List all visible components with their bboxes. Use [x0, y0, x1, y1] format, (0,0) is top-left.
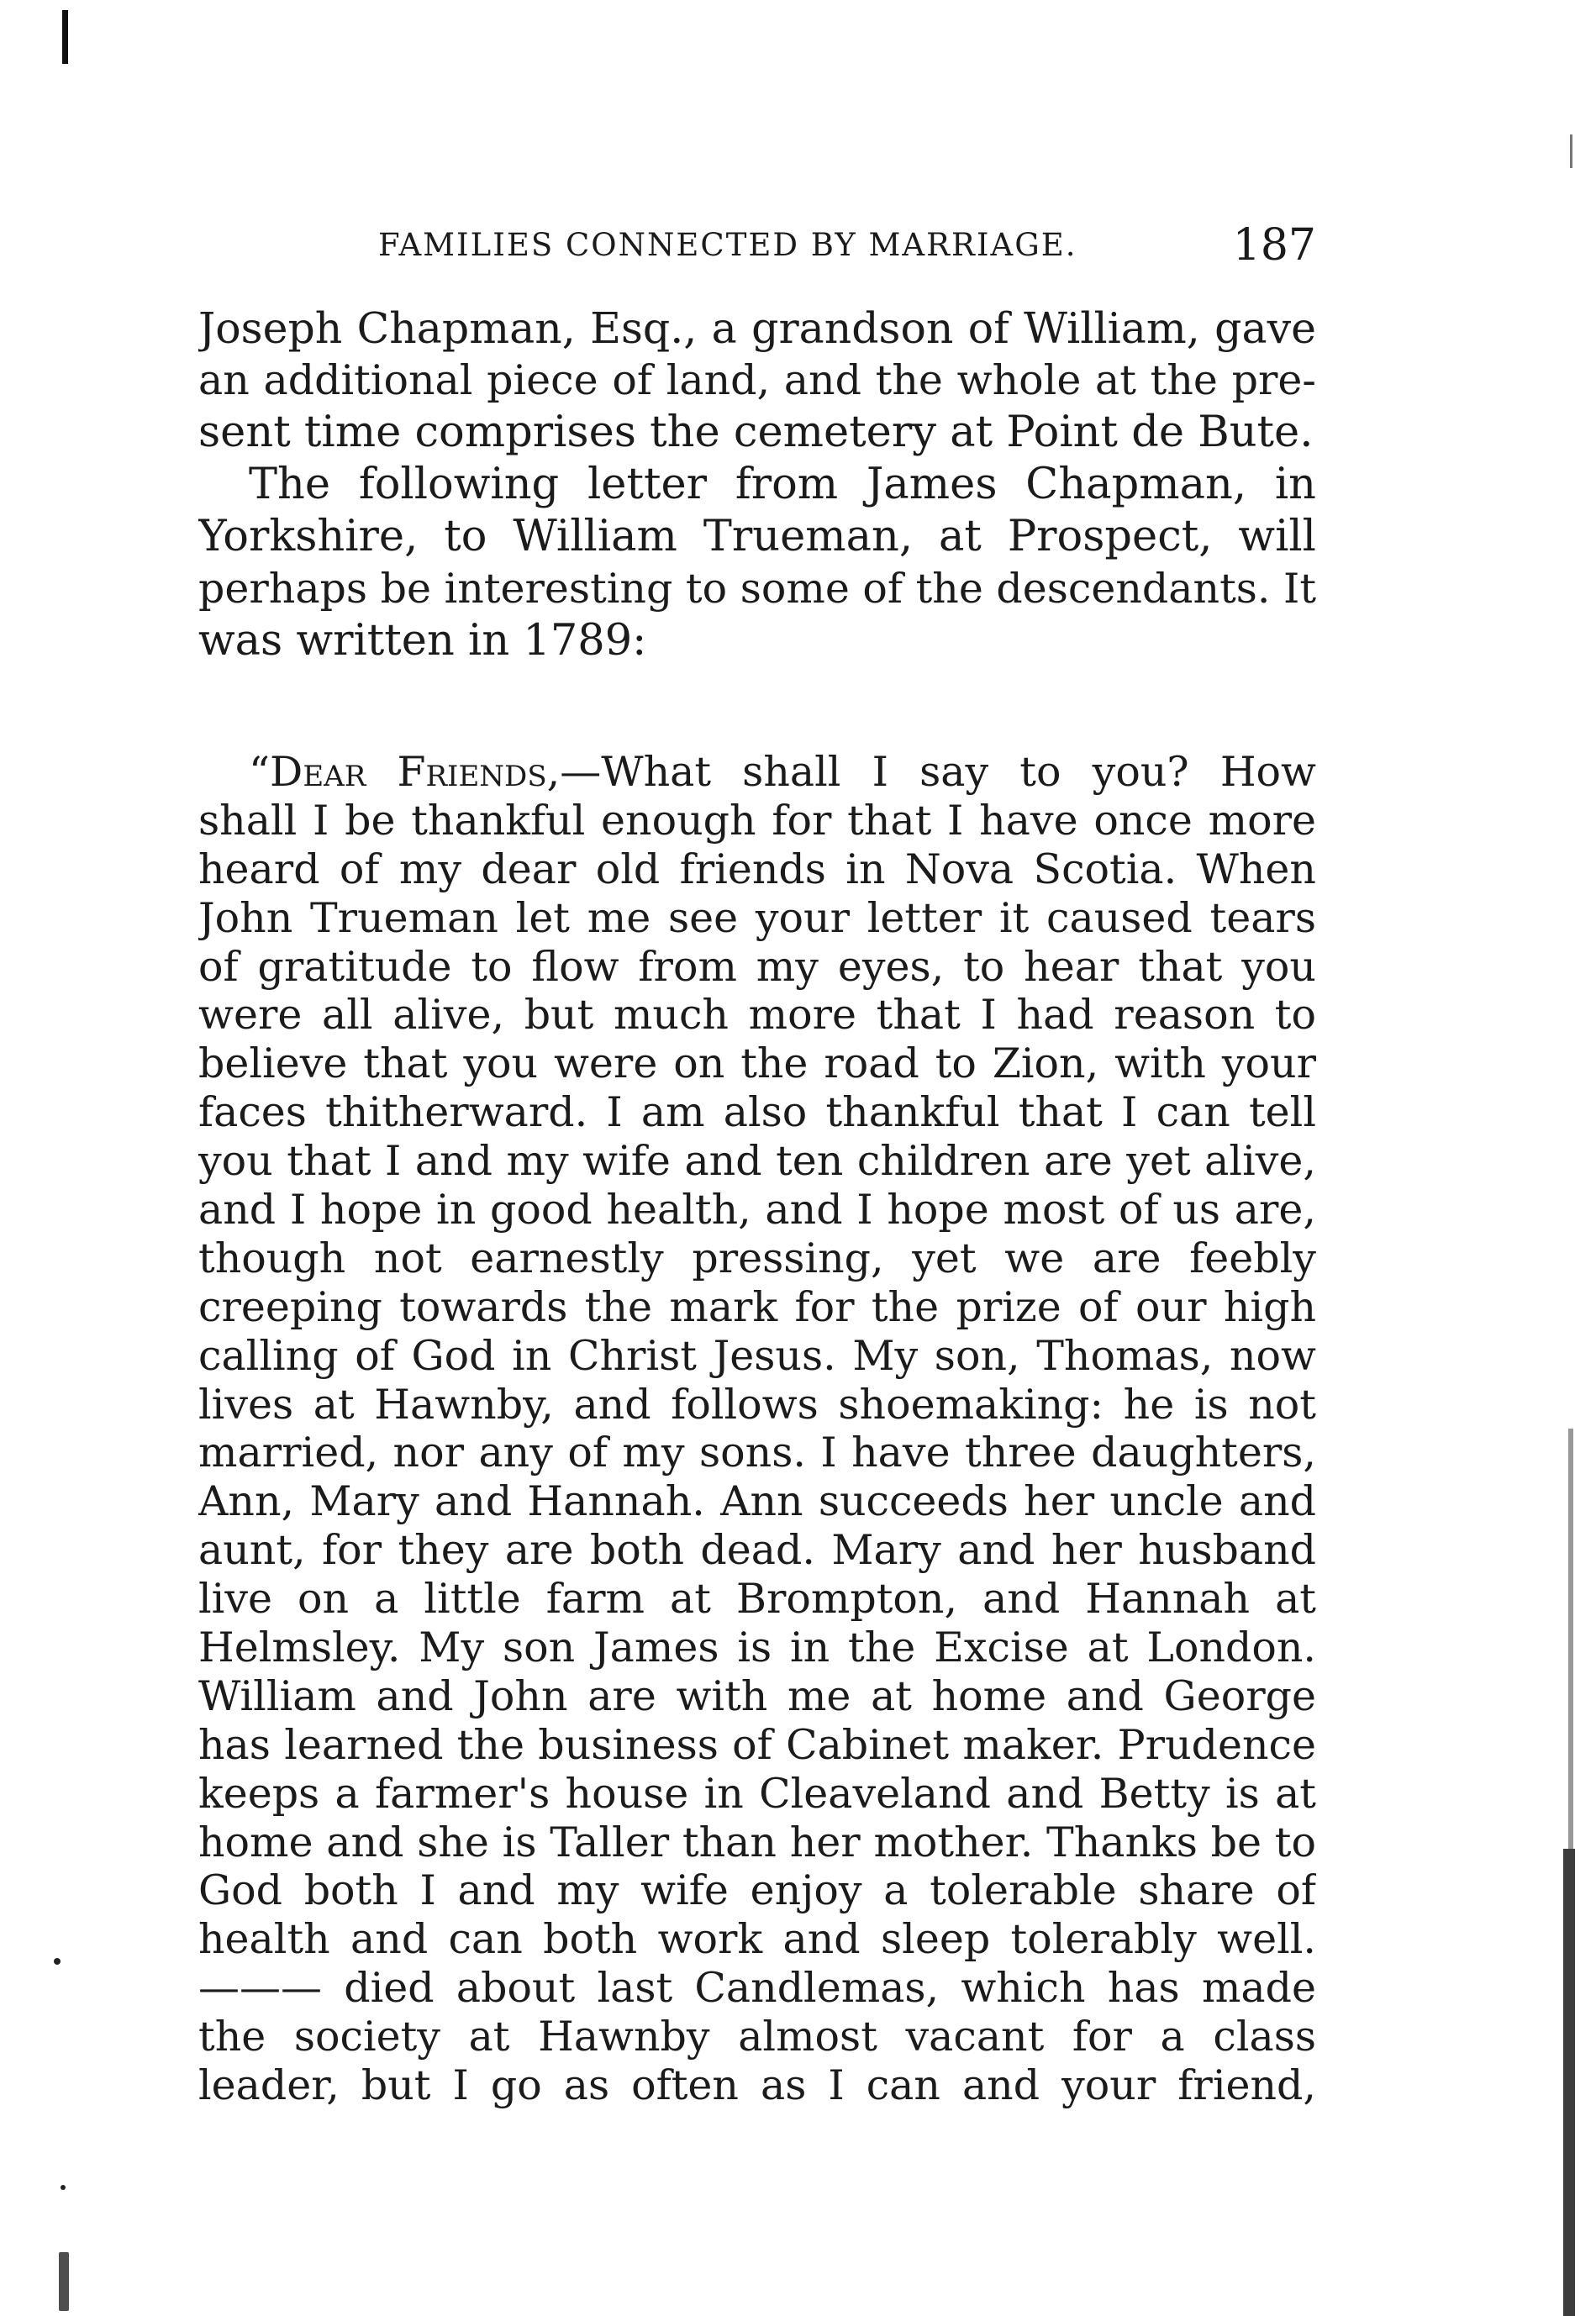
letter-line: Ann, Mary and Hannah. Ann succeeds her uncle and [198, 1477, 1316, 1526]
letter-line: shall I be thankful enough for that I have once more [198, 796, 1316, 845]
letter-line: aunt, for they are both dead. Mary and her husband [198, 1526, 1316, 1575]
scan-speck [61, 2185, 66, 2190]
letter-line: though not earnestly pressing, yet we are feebly [198, 1234, 1316, 1282]
letter-line: lives at Hawnby, and follows shoemaking: he is not [198, 1380, 1316, 1429]
letter-line: heard of my dear old friends in Nova Scotia. When [198, 845, 1316, 893]
letter-line: you that I and my wife and ten children are yet alive, [198, 1137, 1316, 1186]
letter-line: were all alive, but much more that I had reason to [198, 991, 1316, 1040]
scan-speck [54, 1958, 61, 1965]
letter-line: Helmsley. My son James is in the Excise at London. [198, 1624, 1316, 1672]
letter-line: calling of God in Christ Jesus. My son, Thomas, now [198, 1331, 1316, 1380]
letter-line: live on a little farm at Brompton, and Hannah at [198, 1575, 1316, 1624]
letter-first-line-rest: —What shall I say to you? How [560, 748, 1316, 796]
intro-line: Yorkshire, to William Trueman, at Prospect, will [198, 512, 1316, 561]
letter-line: God both I and my wife enjoy a tolerable share of [198, 1866, 1316, 1915]
intro-line: was written in 1789: [198, 616, 647, 666]
intro-line: The following letter from James Chapman, in [249, 460, 1316, 509]
running-head [198, 220, 1316, 271]
scan-mark [62, 10, 68, 64]
letter-line: John Trueman let me see your letter it caused tears [198, 893, 1316, 942]
letter-line: home and she is Taller than her mother. Thanks be to [198, 1818, 1316, 1866]
letter-line: William and John are with me at home and George [198, 1671, 1316, 1720]
scan-edge-shadow [1563, 1849, 1575, 2316]
letter-line: has learned the business of Cabinet maker. Prudence [198, 1720, 1316, 1769]
letter-line: believe that you were on the road to Zion, with your [198, 1040, 1316, 1088]
letter-salutation: “Dear Friends, [249, 748, 561, 796]
letter-line: of gratitude to flow from my eyes, to hear that you [198, 942, 1316, 991]
scan-edge-shadow [1568, 1429, 1573, 1849]
letter-first-line [198, 748, 1316, 797]
intro-line: Joseph Chapman, Esq., a grandson of William, gave [198, 303, 1316, 353]
letter-line: and I hope in good health, and I hope most of us are, [198, 1186, 1316, 1234]
intro-paragraphs [198, 303, 1316, 667]
running-title: FAMILIES CONNECTED BY MARRIAGE. [378, 227, 1077, 263]
scan-edge-shadow [1570, 134, 1572, 168]
letter-line: keeps a farmer's house in Cleaveland and Betty is at [198, 1769, 1316, 1818]
letter-line: the society at Hawnby almost vacant for a class [198, 2013, 1316, 2061]
letter-line: faces thitherward. I am also thankful that I can tell [198, 1088, 1316, 1137]
intro-line: sent time comprises the cemetery at Point de Bute. [198, 408, 1314, 457]
intro-line: an additional piece of land, and the whole at the pre- [198, 356, 1316, 404]
scan-speck [59, 2252, 69, 2311]
page-number: 187 [1232, 220, 1316, 271]
letter-line: married, nor any of my sons. I have three daughters, [198, 1429, 1316, 1477]
letter-quotation [198, 748, 1316, 2110]
intro-line: perhaps be interesting to some of the descendants. It [198, 565, 1316, 613]
letter-line: health and can both work and sleep tolerably well. [198, 1915, 1316, 1964]
letter-line: leader, but I go as often as I can and your friend, [198, 2061, 1316, 2110]
letter-line: creeping towards the mark for the prize of our high [198, 1282, 1316, 1331]
letter-line: ——— died about last Candlemas, which has made [198, 1964, 1316, 2013]
